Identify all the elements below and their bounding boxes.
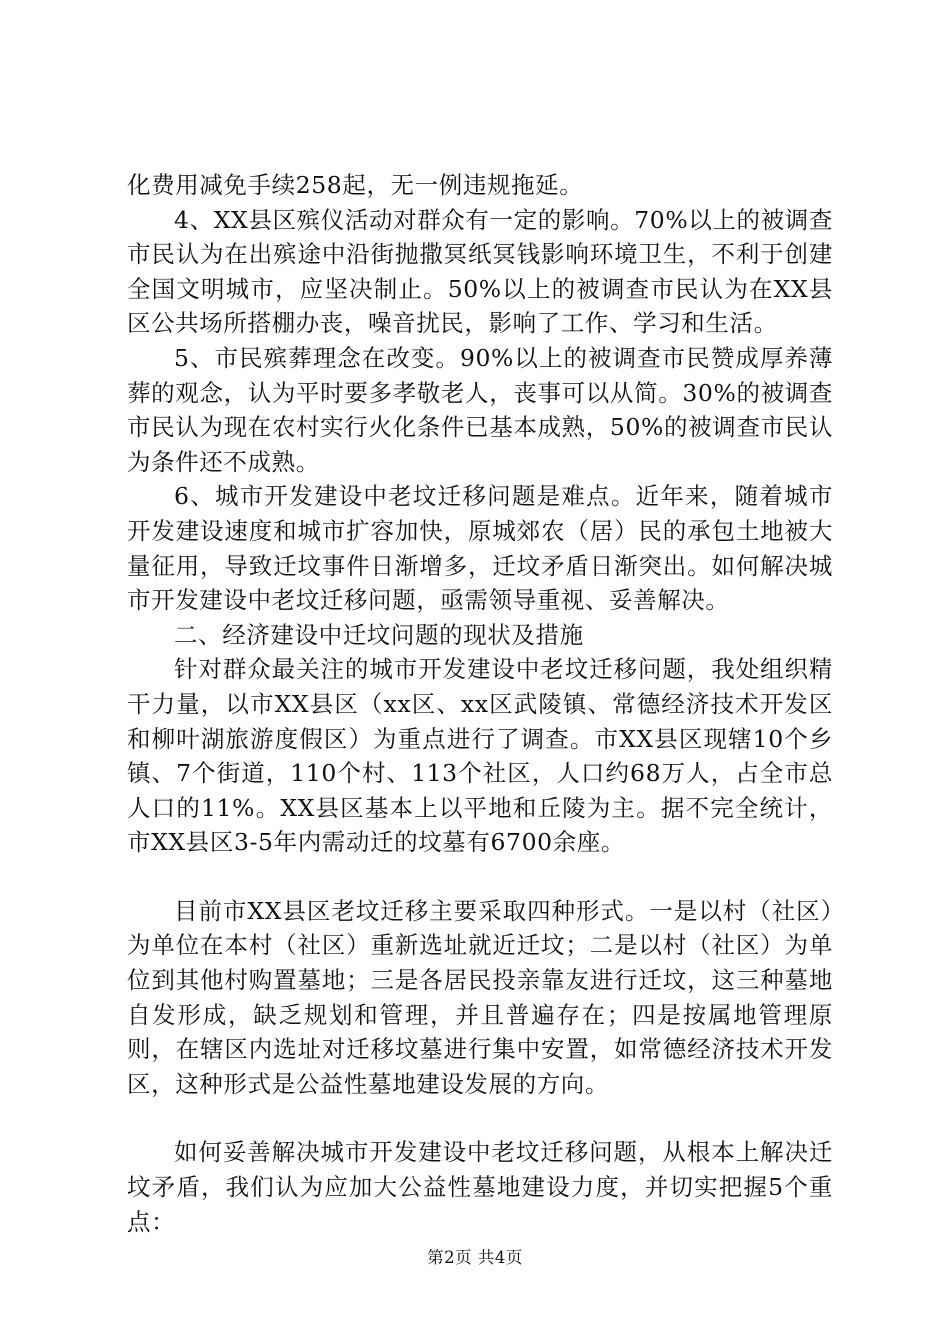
paragraph-item-5: 5、市民殡葬理念在改变。90%以上的被调查市民赞成厚养薄葬的观念，认为平时要多孝敬老人，丧事可以从简。30%的被调查市民认为现在农村实行火化条件已基本成熟，50%的被调查市民认为条件还不成熟。 xyxy=(127,343,833,476)
document-body xyxy=(127,168,833,1239)
paragraph-relocation-forms: 目前市XX县区老坟迁移主要采取四种形式。一是以村（社区）为单位在本村（社区）重新选址就近迁坟；二是以村（社区）为单位到其他村购置墓地；三是各居民投亲靠友进行迁坟，这三种墓地自发形成，缺乏规划和管理，并且普遍存在；四是按属地管理原则，在辖区内选址对迁移坟墓进行集中安置，如常德经济技术开发区，这种形式是公益性墓地建设发展的方向。 xyxy=(127,896,833,1098)
page-number-footer: 第2页 共4页 xyxy=(427,1248,523,1267)
paragraph-solution: 如何妥善解决城市开发建设中老坟迁移问题，从根本上解决迁坟矛盾，我们认为应加大公益性墓地建设力度，并切实把握5个重点： xyxy=(127,1138,833,1236)
paragraph-survey: 针对群众最关注的城市开发建设中老坟迁移问题，我处组织精干力量，以市XX县区（xx区、xx区武陵镇、常德经济技术开发区和柳叶湖旅游度假区）为重点进行了调查。市XX县区现辖10个乡镇、7个街道，110个村、113个社区，人口约68万人，占全市总人口的11%。XX县区基本上以平地和丘陵为主。据不完全统计，市XX县区3-5年内需动迁的坟墓有6700余座。 xyxy=(127,655,833,857)
section-heading: 二、经济建设中迁坟问题的现状及措施 xyxy=(174,620,584,649)
paragraph-item-4: 4、XX县区殡仪活动对群众有一定的影响。70%以上的被调查市民认为在出殡途中沿街抛撒冥纸冥钱影响环境卫生，不利于创建全国文明城市，应坚决制止。50%以上的被调查市民认为在XX县区公共场所搭棚办丧，噪音扰民，影响了工作、学习和生活。 xyxy=(127,205,833,338)
paragraph-continuation: 化费用减免手续258起，无一例违规拖延。 xyxy=(127,171,584,199)
paragraph-item-6: 6、城市开发建设中老坟迁移问题是难点。近年来，随着城市开发建设速度和城市扩容加快，原城郊农（居）民的承包土地被大量征用，导致迁坟事件日渐增多，迁坟矛盾日渐突出。如何解决城市开发建设中老坟迁移问题，亟需领导重视、妥善解决。 xyxy=(127,482,833,615)
